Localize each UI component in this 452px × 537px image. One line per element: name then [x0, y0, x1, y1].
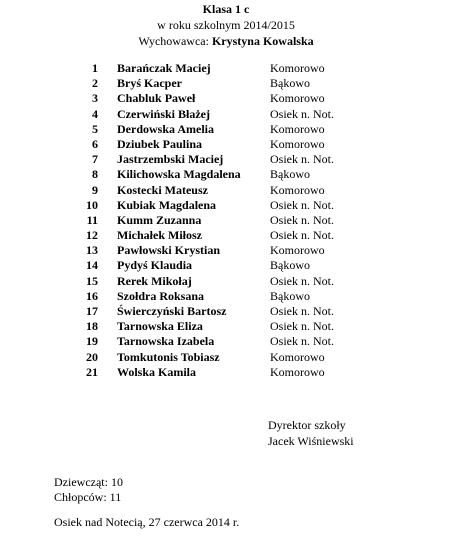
list-item — [0, 198, 452, 213]
student-place: Komorowo — [270, 349, 325, 364]
student-name: Pydyś Klaudia — [117, 258, 193, 273]
student-number: 18 — [86, 319, 98, 334]
student-name: Barańczak Maciej — [117, 61, 211, 75]
list-item — [0, 213, 452, 228]
list-item — [0, 319, 452, 334]
student-number: 15 — [86, 273, 98, 288]
student-place: Bąkowo — [270, 288, 310, 303]
student-number: 1 — [92, 61, 98, 75]
list-item — [0, 350, 452, 365]
student-number: 17 — [86, 304, 98, 318]
student-place: Osiek n. Not. — [270, 304, 334, 318]
student-name: Kostecki Mateusz — [117, 182, 208, 197]
student-number: 14 — [86, 258, 98, 273]
list-item — [0, 334, 452, 349]
student-place: Komorowo — [270, 182, 325, 197]
list-item — [0, 76, 452, 91]
student-name: Michałek Miłosz — [117, 228, 202, 243]
student-name: Kilichowska Magdalena — [117, 167, 241, 182]
student-name: Tarnowska Eliza — [117, 319, 203, 334]
student-name: Pawłowski Krystian — [117, 243, 221, 258]
student-place: Osiek n. Not. — [270, 197, 334, 212]
list-item — [0, 137, 452, 152]
student-place: Osiek n. Not. — [270, 212, 334, 227]
school-year: w roku szkolnym 2014/2015 — [157, 18, 295, 32]
boys-count: Chłopców: 11 — [54, 490, 122, 504]
class-teacher — [0, 34, 452, 49]
student-name: Jastrzembski Maciej — [117, 152, 224, 167]
list-item — [0, 289, 452, 304]
student-name: Derdowska Amelia — [117, 121, 214, 136]
list-item — [0, 274, 452, 289]
student-number: 4 — [92, 106, 98, 121]
student-number: 3 — [92, 91, 98, 106]
student-number: 12 — [86, 228, 98, 243]
signature-title: Dyrektor szkoły — [268, 418, 346, 432]
list-item — [0, 122, 452, 137]
list-item — [0, 152, 452, 167]
list-item — [0, 258, 452, 273]
student-name: Bryś Kacper — [117, 76, 182, 91]
student-number: 6 — [92, 136, 98, 151]
student-number: 21 — [86, 364, 98, 379]
place-and-date: Osiek nad Notecią, 27 czerwca 2014 r. — [54, 515, 240, 529]
list-item — [0, 61, 452, 76]
student-place: Komorowo — [270, 121, 325, 136]
student-name: Czerwiński Błażej — [117, 106, 210, 121]
student-number: 2 — [92, 76, 98, 91]
student-name: Tarnowska Izabela — [117, 334, 215, 349]
student-name: Tomkutonis Tobiasz — [117, 349, 220, 364]
student-name: Kumm Zuzanna — [117, 212, 202, 227]
student-number: 10 — [86, 197, 98, 212]
student-number: 7 — [92, 152, 98, 167]
student-number: 5 — [92, 121, 98, 136]
student-place: Komorowo — [270, 61, 325, 75]
student-name: Wolska Kamila — [117, 364, 197, 379]
student-number: 11 — [86, 212, 98, 227]
student-name: Kubiak Magdalena — [117, 197, 217, 212]
student-number: 9 — [92, 182, 98, 197]
student-place: Osiek n. Not. — [270, 152, 334, 167]
student-name: Szołdra Roksana — [117, 288, 205, 303]
student-place: Bąkowo — [270, 258, 310, 273]
student-name: Dziubek Paulina — [117, 136, 203, 151]
student-place: Osiek n. Not. — [270, 273, 334, 288]
student-number: 19 — [86, 334, 98, 349]
student-place: Osiek n. Not. — [270, 228, 334, 243]
list-item — [0, 91, 452, 106]
list-item — [0, 167, 452, 182]
student-name: Świerczyński Bartosz — [117, 304, 227, 318]
student-number: 8 — [92, 167, 98, 182]
student-place: Komorowo — [270, 91, 325, 106]
girls-count: Dziewcząt: 10 — [54, 475, 123, 489]
student-place: Osiek n. Not. — [270, 319, 334, 334]
list-item — [0, 228, 452, 243]
list-item — [0, 365, 452, 380]
student-list — [0, 61, 452, 380]
list-item — [0, 183, 452, 198]
student-place: Osiek n. Not. — [270, 106, 334, 121]
student-place: Komorowo — [270, 136, 325, 151]
signature-name: Jacek Wiśniewski — [268, 434, 354, 448]
student-place: Bąkowo — [270, 167, 310, 182]
list-item — [0, 107, 452, 122]
student-place: Komorowo — [270, 364, 325, 379]
student-number: 20 — [86, 349, 98, 364]
student-number: 13 — [86, 243, 98, 258]
teacher-label: Wychowawca: — [138, 34, 209, 48]
student-name: Rerek Mikołaj — [117, 273, 192, 288]
student-name: Chabluk Paweł — [117, 91, 196, 106]
list-item — [0, 243, 452, 258]
teacher-name: Krystyna Kowalska — [211, 34, 314, 48]
student-place: Bąkowo — [270, 76, 310, 91]
student-number: 16 — [86, 288, 98, 303]
student-place: Komorowo — [270, 243, 325, 258]
student-place: Osiek n. Not. — [270, 334, 334, 349]
list-item — [0, 304, 452, 319]
class-title: Klasa 1 c — [202, 2, 250, 16]
